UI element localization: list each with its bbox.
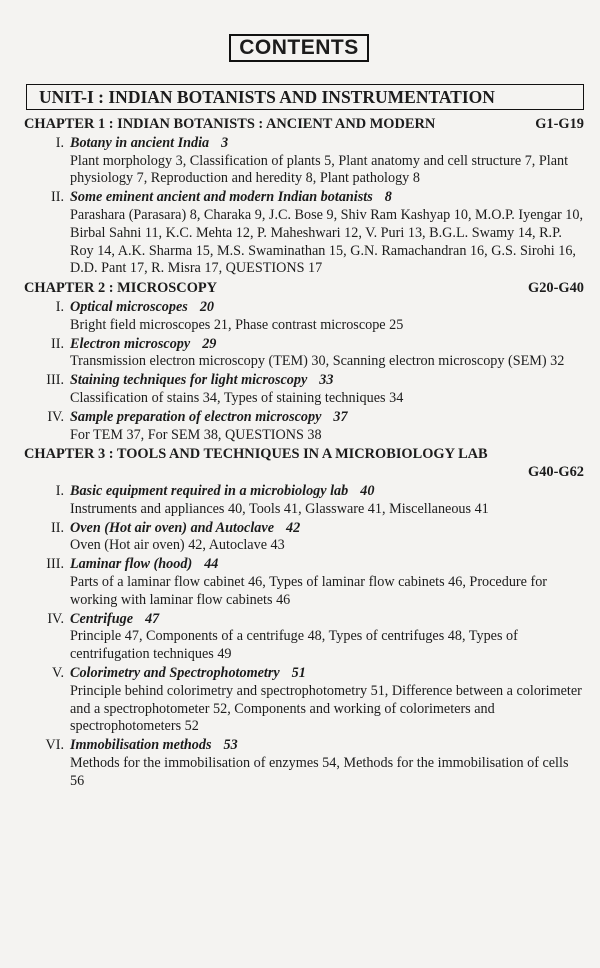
section-number: VI. — [45, 737, 64, 754]
chapter-page-range: G20-G40 — [528, 280, 584, 297]
section-heading — [70, 556, 584, 574]
section-heading — [70, 135, 584, 153]
chapter-heading — [24, 116, 584, 134]
section-body — [70, 299, 584, 335]
section-topics: Oven (Hot air oven) 42, Autoclave 43 — [70, 537, 285, 554]
section-topics: Methods for the immobilisation of enzymes 54, Methods for the immobilisation of cells 56 — [70, 754, 569, 789]
section-heading — [70, 737, 584, 755]
section-topics: For TEM 37, For SEM 38, QUESTIONS 38 — [70, 426, 322, 443]
section-body — [70, 483, 584, 519]
section-heading — [70, 299, 584, 317]
section-body — [70, 611, 584, 664]
section-title: Sample preparation of electron microscopy — [70, 408, 322, 425]
section-page: 51 — [291, 664, 306, 681]
section-title: Staining techniques for light microscopy — [70, 372, 308, 389]
section-title: Laminar flow (hood) — [70, 556, 193, 573]
toc-section — [24, 409, 584, 445]
section-number: IV. — [47, 610, 64, 627]
section-page: 37 — [333, 408, 348, 425]
section-title: Immobilisation methods — [70, 737, 212, 754]
section-number: I. — [55, 482, 64, 499]
section-body — [70, 556, 584, 609]
toc-section — [24, 483, 584, 519]
section-page: 44 — [204, 556, 219, 573]
section-title: Colorimetry and Spectrophotometry — [70, 664, 280, 681]
chapter-title: CHAPTER 2 : MICROSCOPY — [24, 280, 218, 297]
section-heading — [70, 409, 584, 427]
chapter-title: CHAPTER 3 : TOOLS AND TECHNIQUES IN A MICROBIOLOGY LAB — [24, 446, 488, 463]
contents-title-box — [229, 34, 369, 62]
section-body — [70, 336, 584, 372]
section-number: I. — [55, 134, 64, 151]
section-title: Oven (Hot air oven) and Autoclave — [70, 519, 274, 536]
section-body — [70, 409, 584, 445]
toc-section — [24, 520, 584, 556]
section-heading — [70, 189, 584, 207]
section-topics: Parts of a laminar flow cabinet 46, Types of laminar flow cabinets 46, Procedure for working with laminar flow cabinets 46 — [70, 573, 548, 608]
section-title: Centrifuge — [70, 610, 134, 627]
section-number: II. — [51, 519, 64, 536]
section-topics: Principle 47, Components of a centrifuge 48, Types of centrifuges 48, Types of centrifugation techniques 49 — [70, 628, 518, 663]
chapter-heading — [24, 280, 584, 298]
section-page: 47 — [145, 610, 160, 627]
toc-section — [24, 611, 584, 664]
contents-title: CONTENTS — [239, 36, 359, 59]
section-number: III. — [46, 556, 64, 573]
section-topics: Principle behind colorimetry and spectrophotometry 51, Difference between a colorimeter and a spectrophotometer 52, Components and working of colorimeters and spectrophotometers 52 — [70, 682, 582, 735]
section-page: 40 — [360, 482, 375, 499]
section-page: 3 — [221, 134, 229, 151]
toc-section — [24, 556, 584, 609]
section-number: II. — [51, 335, 64, 352]
section-page: 33 — [319, 372, 334, 389]
section-page: 20 — [199, 298, 215, 315]
section-title: Some eminent ancient and modern Indian botanists — [70, 189, 373, 206]
section-body — [70, 665, 584, 736]
toc-section — [24, 372, 584, 408]
section-heading — [70, 665, 584, 683]
section-body — [70, 737, 584, 790]
section-heading — [70, 611, 584, 629]
section-number: III. — [46, 372, 64, 389]
toc-section — [24, 135, 584, 188]
section-page: 53 — [223, 737, 238, 754]
unit-heading-box — [26, 84, 584, 110]
section-page: 42 — [286, 519, 301, 536]
section-number: II. — [51, 189, 64, 206]
section-page: 8 — [384, 189, 392, 206]
section-topics: Parashara (Parasara) 8, Charaka 9, J.C. Bose 9, Shiv Ram Kashyap 10, M.O.P. Iyengar 10, Birbal Sahni 11, K.C. Mehta 12, P. Maheshwari 12, V. Puri 13, B.G.L. Swamy 14, R.P. Roy 14, A.K. Sharma 15, M.S. Swaminathan 15, G.N. Ramachandran 16, G.S. Sirohi 16, D.D. Pant 17, R. Misra 17, QUESTIONS 17 — [70, 206, 584, 277]
section-number: IV. — [47, 408, 64, 425]
section-topics: Bright field microscopes 21, Phase contrast microscope 25 — [70, 316, 404, 333]
toc-section — [24, 665, 584, 736]
section-title: Electron microscopy — [70, 335, 191, 352]
section-heading — [70, 483, 584, 501]
toc-section — [24, 336, 584, 372]
chapter-title: CHAPTER 1 : INDIAN BOTANISTS : ANCIENT AND MODERN — [24, 116, 436, 132]
toc-section — [24, 737, 584, 790]
section-topics: Plant morphology 3, Classification of plants 5, Plant anatomy and cell structure 7, Plant physiology 7, Reproduction and heredity 8, Plant pathology 8 — [70, 152, 569, 187]
unit-heading: UNIT-I : INDIAN BOTANISTS AND INSTRUMENTATION — [39, 86, 495, 107]
section-topics: Transmission electron microscopy (TEM) 30, Scanning electron microscopy (SEM) 32 — [70, 353, 565, 370]
section-body — [70, 520, 584, 556]
section-topics: Classification of stains 34, Types of staining techniques 34 — [70, 389, 404, 406]
chapter-page-range: G40-G62 — [528, 464, 584, 481]
section-number: V. — [52, 664, 64, 681]
section-heading — [70, 520, 584, 538]
section-topics: Instruments and appliances 40, Tools 41, Glassware 41, Miscellaneous 41 — [70, 500, 489, 517]
section-title: Botany in ancient India — [70, 134, 210, 151]
chapter-page-range: G1-G19 — [535, 116, 584, 132]
toc-section — [24, 189, 584, 278]
section-heading — [70, 336, 584, 354]
section-body — [70, 135, 584, 188]
section-title: Basic equipment required in a microbiology lab — [70, 482, 349, 499]
section-number: I. — [55, 298, 64, 315]
section-body — [70, 372, 584, 408]
section-body — [70, 189, 584, 278]
section-page: 29 — [202, 335, 217, 352]
table-of-contents — [24, 114, 584, 790]
toc-section — [24, 299, 584, 335]
chapter-heading — [24, 446, 584, 464]
section-title: Optical microscopes — [70, 298, 188, 315]
section-heading — [70, 372, 584, 390]
